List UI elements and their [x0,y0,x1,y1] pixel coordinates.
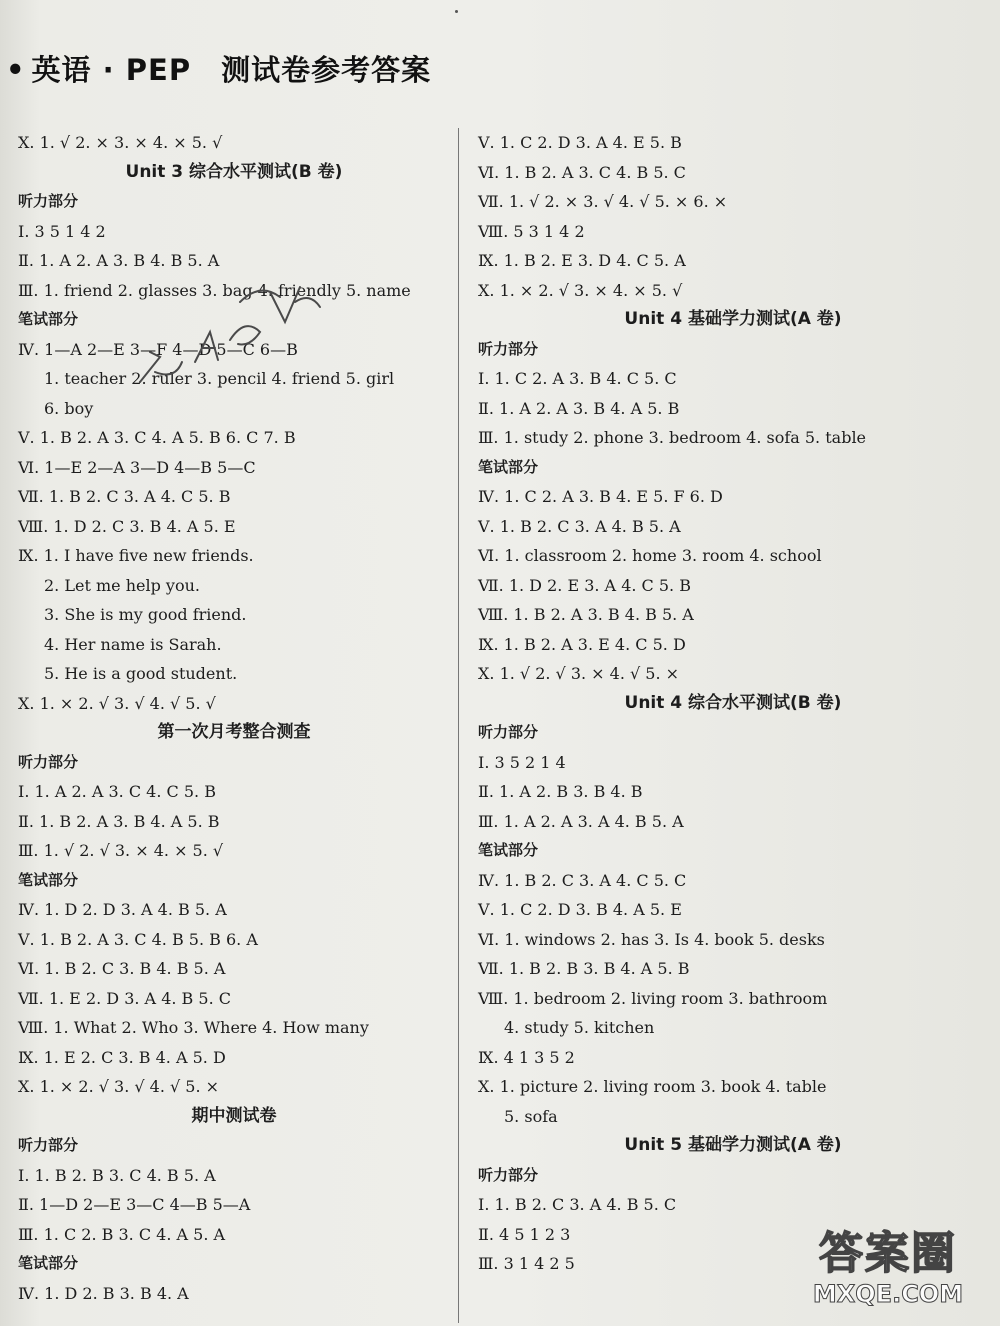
section-title: 第一次月考整合测查 [157,722,311,742]
section-title: Unit 4 基础学力测试(A 卷) [624,309,842,329]
part-heading: 听力部分 [478,339,539,358]
watermark-logo-text: 答案圈 [819,1228,957,1279]
answer-line: Ⅴ. 1. C 2. D 3. B 4. A 5. E [478,900,682,919]
part-heading: 笔试部分 [18,1254,79,1272]
part-heading: 听力部分 [18,192,79,210]
answer-line: Ⅰ. 1. A 2. A 3. C 4. C 5. B [18,782,216,801]
part-heading: 听力部分 [18,1136,79,1154]
answer-line: Ⅲ. 1. A 2. A 3. A 4. B 5. A [478,811,684,831]
part-heading: 笔试部分 [18,870,79,889]
answer-line: Ⅰ. 1. C 2. A 3. B 4. C 5. C [478,369,677,388]
part-heading: 笔试部分 [18,310,79,328]
page-header [6,48,431,88]
answer-line: Ⅲ. 3 1 4 2 5 [478,1254,575,1273]
answer-line: Ⅵ. 1. B 2. C 3. B 4. B 5. A [18,959,226,978]
answer-line: Ⅷ. 1. bedroom 2. living room 3. bathroom [478,988,828,1008]
answer-line: Ⅵ. 1. B 2. A 3. C 4. B 5. C [478,162,686,182]
answer-line: Ⅸ. 1. B 2. A 3. E 4. C 5. D [478,634,686,654]
answer-line: Ⅹ. 1. × 2. √ 3. √ 4. √ 5. √ [18,693,216,713]
answer-line: Ⅴ. 1. B 2. A 3. C 4. A 5. B 6. C 7. B [18,428,296,447]
answer-line: Ⅷ. 1. D 2. C 3. B 4. A 5. E [18,516,236,536]
header-bullet: • [6,53,26,87]
answer-line: Ⅸ. 4 1 3 5 2 [478,1047,575,1067]
answer-line: Ⅳ. 1. D 2. B 3. B 4. A [18,1283,189,1303]
answer-line: Ⅰ. 1. B 2. B 3. C 4. B 5. A [18,1165,216,1185]
right-column [478,128,988,1279]
answer-line: Ⅸ. 1. E 2. C 3. B 4. A 5. D [18,1047,226,1067]
answer-line: 5. sofa [504,1106,558,1126]
answer-line: 4. Her name is Sarah. [44,634,222,654]
answer-line: 4. study 5. kitchen [504,1018,655,1037]
section-title: Unit 3 综合水平测试(B 卷) [125,161,343,182]
part-heading: 听力部分 [478,1165,539,1184]
answer-line: Ⅹ. 1. × 2. √ 3. × 4. × 5. √ [478,280,683,300]
watermark-url: MXQE.COM [812,1280,964,1308]
answer-line: Ⅸ. 1. B 2. E 3. D 4. C 5. A [478,251,686,270]
answer-line: Ⅹ. 1. picture 2. living room 3. book 4. table [478,1077,827,1096]
answer-line: Ⅶ. 1. E 2. D 3. A 4. B 5. C [18,988,231,1008]
answer-line: Ⅹ. 1. √ 2. √ 3. × 4. √ 5. × [478,664,680,683]
answer-line: Ⅶ. 1. B 2. C 3. A 4. C 5. B [18,487,231,506]
answer-line: Ⅵ. 1—E 2—A 3—D 4—B 5—C [18,457,256,477]
answer-line: Ⅹ. 1. × 2. √ 3. √ 4. √ 5. × [18,1077,220,1096]
part-heading: 笔试部分 [478,841,539,859]
section-title: Unit 4 综合水平测试(B 卷) [624,692,842,713]
answer-line: Ⅲ. 1. friend 2. glasses 3. bag 4. friendly 5. name [18,280,411,300]
answer-line: Ⅹ. 1. √ 2. × 3. × 4. × 5. √ [18,133,223,152]
answer-line: Ⅷ. 5 3 1 4 2 [478,221,585,241]
answer-line: Ⅴ. 1. B 2. A 3. C 4. B 5. B 6. A [18,929,258,949]
answer-line: Ⅶ. 1. √ 2. × 3. √ 4. √ 5. × 6. × [478,192,728,211]
answer-line: Ⅳ. 1. C 2. A 3. B 4. E 5. F 6. D [478,487,723,506]
part-heading: 听力部分 [18,752,79,771]
header-subtitle: 测试卷参考答案 [221,53,432,87]
answer-line: Ⅵ. 1. windows 2. has 3. Is 4. book 5. desks [478,929,825,949]
column-divider [458,128,459,1323]
site-watermark [788,1228,988,1318]
answer-line: Ⅳ. 1. B 2. C 3. A 4. C 5. C [478,870,687,890]
left-column [18,128,450,1308]
part-heading: 听力部分 [478,723,539,741]
answer-line: Ⅰ. 1. B 2. C 3. A 4. B 5. C [478,1195,677,1214]
answer-line: Ⅷ. 1. What 2. Who 3. Where 4. How many [18,1018,369,1037]
answer-line: Ⅱ. 1. A 2. A 3. B 4. B 5. A [18,251,220,270]
answer-line: Ⅰ. 3 5 1 4 2 [18,221,106,241]
header-title: 英语 · PEP [31,53,192,87]
answer-line: Ⅳ. 1. D 2. D 3. A 4. B 5. A [18,900,227,919]
answer-line: Ⅵ. 1. classroom 2. home 3. room 4. school [478,546,822,565]
answer-line: Ⅲ. 1. study 2. phone 3. bedroom 4. sofa 5. table [478,428,867,447]
scan-speck [455,10,458,13]
answer-line: Ⅶ. 1. B 2. B 3. B 4. A 5. B [478,959,690,978]
answer-line: 1. teacher 2. ruler 3. pencil 4. friend 5. girl [44,369,395,388]
answer-line: Ⅴ. 1. B 2. C 3. A 4. B 5. A [478,516,681,536]
section-title: Unit 5 基础学力测试(A 卷) [624,1135,842,1155]
answer-line: Ⅳ. 1—A 2—E 3—F 4—D 5—C 6—B [18,339,298,359]
answer-line: 6. boy [44,398,94,418]
answer-line: Ⅲ. 1. C 2. B 3. C 4. A 5. A [18,1224,226,1244]
part-heading: 笔试部分 [478,457,539,476]
answer-line: 2. Let me help you. [44,575,200,595]
answer-line: Ⅱ. 1. A 2. B 3. B 4. B [478,782,643,801]
answer-line: Ⅱ. 4 5 1 2 3 [478,1224,571,1244]
answer-line: Ⅱ. 1—D 2—E 3—C 4—B 5—A [18,1195,251,1214]
answer-line: Ⅶ. 1. D 2. E 3. A 4. C 5. B [478,575,691,595]
answer-line: Ⅲ. 1. √ 2. √ 3. × 4. × 5. √ [18,841,224,860]
answer-line: Ⅷ. 1. B 2. A 3. B 4. B 5. A [478,605,694,624]
answer-line: Ⅸ. 1. I have five new friends. [18,546,254,565]
answer-line: Ⅱ. 1. A 2. A 3. B 4. A 5. B [478,398,680,418]
answer-line: 3. She is my good friend. [44,605,247,624]
answer-line: Ⅴ. 1. C 2. D 3. A 4. E 5. B [478,133,682,152]
answer-line: 5. He is a good student. [44,664,238,683]
answer-line: Ⅱ. 1. B 2. A 3. B 4. A 5. B [18,811,220,831]
section-title: 期中测试卷 [191,1105,277,1126]
answer-line: Ⅰ. 3 5 2 1 4 [478,752,566,772]
